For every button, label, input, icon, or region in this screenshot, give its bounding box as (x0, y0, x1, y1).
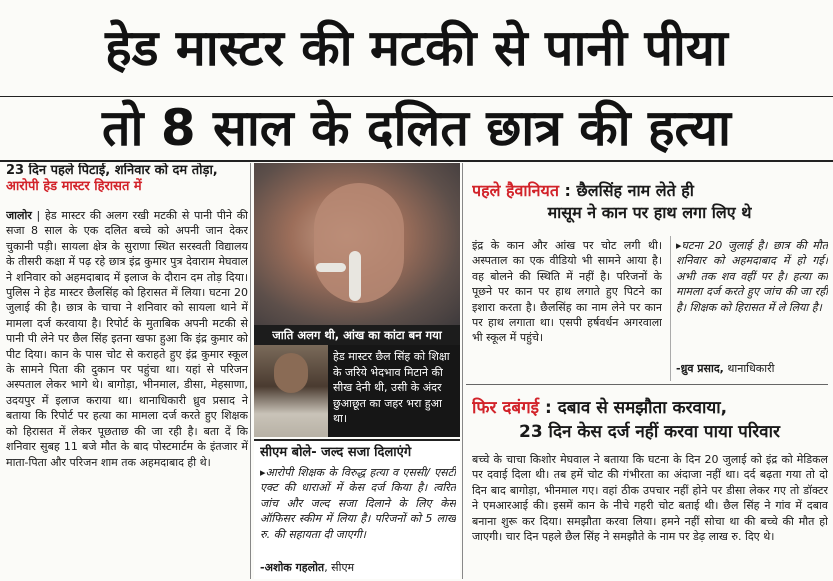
photo-nasal-tube (349, 251, 361, 301)
cm-quote-body-text: आरोपी शिक्षक के विरुद्ध हत्या व एससी/ एसटी एक्ट की धाराओं में केस दर्ज किया है। त्वरित जांच और जल्द सजा दिलाने के लिए केस ऑफिसर स्कीम में लिया है। परिजनों को 5 लाख रु. की सहायता दी जाएगी। (260, 466, 456, 541)
bullet-icon: ▸ (676, 239, 682, 252)
photo-caption: जाति अलग थी, आंख का कांटा बन गया (254, 325, 460, 345)
lead-dateline: जालोर (6, 209, 32, 222)
section2-title-a (472, 397, 827, 419)
cm-quote-box (254, 439, 460, 579)
section-divider (466, 384, 828, 385)
cm-quote-body (260, 465, 456, 557)
cm-signature-name: -अशोक गहलोत (260, 561, 325, 574)
section2-title-a-text: दबाव से समझौता करवाया, (557, 398, 728, 418)
column-divider-right (462, 163, 463, 579)
section2-body: बच्चे के चाचा किशोर मेघवाल ने बताया कि घटना के दिन 20 जुलाई को इंद्र को मेडिकल पर दवाई दिला थी। तब हमें चोट की गंभीरता का अंदाजा नहीं था। दर्द बढ़ता गया तो दो दिन बाद बागोड़ा, भीनमाल गए। वहां ठीक उपचार नहीं होने पर डीसा लेकर गए तो डॉक्टर ने एमआरआई की। इसमें कान के नीचे गहरी चोट बताई थी। छैल सिंह ने गांव में दबाव बनाना शुरू कर दिया। समझौता करवा लिया। हमने नहीं सोचा था की बच्चे की मौत हो जाएगी। चार दिन पहले छैल सिंह ने समझौते के नाम पर डेढ़ लाख रु. दिए थे। (472, 453, 828, 544)
section2-label: फिर दबंगई (472, 398, 540, 418)
officer-signature-role: थानाधिकारी (723, 362, 775, 375)
headline-line-2: तो 8 साल के दलित छात्र की हत्या (102, 99, 731, 157)
officer-signature-name: -ध्रुव प्रसाद, (676, 362, 724, 375)
column-divider-left (250, 163, 251, 579)
lead-intro-black: 23 दिन पहले पिटाई, शनिवार को दम तोड़ा, (6, 163, 218, 178)
officer-quote-text: घटना 20 जुलाई है। छात्र की मौत शनिवार को अहमदाबाद में हो गई। अभी तक शव वहीं पर है। हत्या का मामला दर्ज करते हुए जांच की जा रही है। शिक्षक को हिरासत में ले लिया है। (676, 239, 828, 314)
cm-quote-signature (260, 559, 456, 577)
section2-sep: : (539, 398, 558, 418)
section1-title-b: मासूम ने कान पर हाथ लगा लिए थे (547, 203, 752, 222)
photo-tape (316, 263, 346, 272)
officer-quote-body (676, 238, 828, 356)
bullet-icon: ▸ (260, 466, 266, 479)
lead-intro-red: आरोपी हेड मास्टर हिरासत में (6, 179, 142, 194)
officer-quote-divider (670, 236, 671, 381)
section1-title-a (472, 181, 827, 201)
section2-title-b: 23 दिन केस दर्ज नहीं करवा पाया परिवार (518, 422, 780, 442)
section1-body: इंद्र के कान और आंख पर चोट लगी थी। अस्पताल का एक वीडियो भी सामने आया है। वह बोलने की स्थिति में नहीं है। परिजनों के पूछने पर कान पर हाथ लगाते हुए पिटने का इशारा करता है। छैलसिंह का नाम लेने पर कान पर हाथ लगाता था। एसपी हर्षवर्धन अगरवाला भी स्कूल में पहुंचे। (472, 239, 662, 345)
section1-title-a-text: छैलसिंह नाम लेते ही (576, 181, 694, 200)
headmaster-photo (254, 345, 328, 437)
officer-quote-signature (676, 360, 828, 378)
inset-text: हेड मास्टर छैल सिंह को शिक्षा के जरिये भेदभाव मिटाने की सीख देनी थी, उसी के अंदर छुआछूत का जहर भरा हुआ था। (328, 345, 460, 437)
section1-sep: : (558, 181, 577, 200)
headline-line-1: हेड मास्टर की मटकी से पानी पीया (105, 19, 728, 77)
section1-label: पहले हैवानियत (472, 181, 559, 200)
headline-bottom-rule (0, 160, 833, 162)
lead-body-text: | हेड मास्टर की अलग रखी मटकी से पानी पीने की सजा 8 साल के एक दलित बच्चे को अपनी जान देकर चुकानी पड़ी। सायला क्षेत्र के सुराणा स्थित सरस्वती विद्यालय के तीसरी कक्षा में पढ़ रहे छात्र इंद्र कुमार पुत्र देवाराम मेघवाल ने शनिवार को अहमदाबाद में इलाज के दौरान दम तोड़ दिया। पुलिस ने हेड मास्टर छैलसिंह को हिरासत में लिया। घटना 20 जुलाई की है। छात्र के चाचा ने शनिवार को सायला थाने में मामला दर्ज करवाया है। रिपोर्ट के मुताबिक अपनी मटकी से पानी पी लेने पर छैल सिंह इतना खफा हुआ कि इंद्र कुमार को पीट दिया। कान के पास चोट से कराहते हुए इंद्र कुमार स्कूल के सामने पिता की दुकान पर पहुंचा था। यहां से परिजन अस्पताल लेकर भागे थे। बागोड़ा, भीनमाल, डीसा, मेहसाणा, उदयपुर में इलाज कराया था। थानाधिकारी ध्रुव प्रसाद ने बताया कि रिपोर्ट पर हत्या का मामला दर्ज करते हुए शिक्षक को हिरासत में लेकर पूछताछ की जा रही है। बता दें कि शनिवार सुबह 11 बजे मौत के बाद पोस्टमार्टम के इंतजार में माता-पिता और परिजन शाम तक अहमदाबाद ही थे। (6, 209, 248, 469)
lead-intro (6, 163, 248, 208)
portrait-face-shape (274, 353, 308, 393)
cm-quote-title: सीएम बोले- जल्द सजा दिलाएंगे (260, 445, 412, 460)
victim-photo (254, 163, 460, 325)
cm-signature-role: , सीएम (324, 561, 355, 574)
lead-body (6, 208, 248, 580)
